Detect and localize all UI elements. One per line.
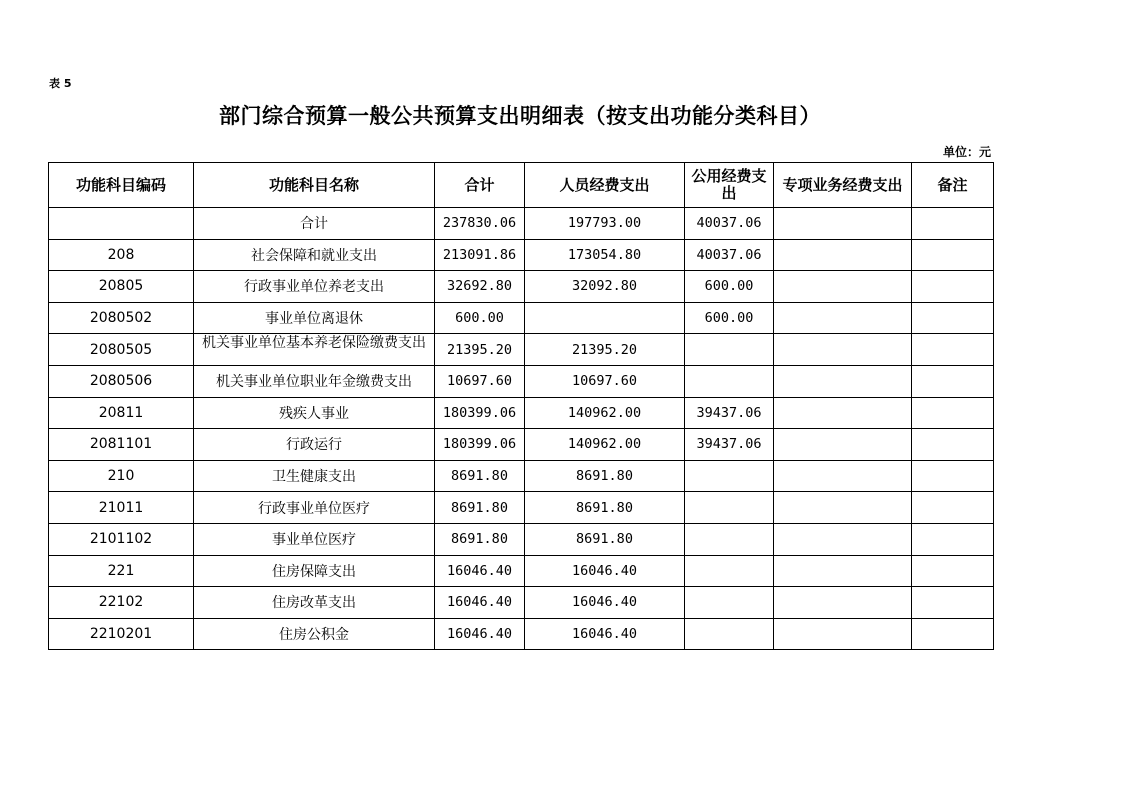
page-title: 部门综合预算一般公共预算支出明细表（按支出功能分类科目）	[219, 103, 821, 128]
cell-public	[685, 555, 774, 587]
cell-code: 20805	[49, 271, 194, 303]
cell-code	[49, 208, 194, 240]
cell-code: 2101102	[49, 523, 194, 555]
cell-name: 住房公积金	[194, 618, 435, 650]
cell-code: 22102	[49, 587, 194, 619]
table-header-row	[49, 163, 994, 208]
cell-name: 残疾人事业	[194, 397, 435, 429]
cell-total: 180399.06	[435, 397, 525, 429]
cell-note	[912, 334, 994, 366]
cell-note	[912, 492, 994, 524]
cell-note	[912, 302, 994, 334]
table-row	[49, 429, 994, 461]
table-row	[49, 365, 994, 397]
cell-name	[194, 334, 435, 366]
cell-personnel: 140962.00	[525, 397, 685, 429]
cell-personnel: 16046.40	[525, 587, 685, 619]
cell-total: 21395.20	[435, 334, 525, 366]
cell-public	[685, 587, 774, 619]
cell-public	[685, 523, 774, 555]
table-row	[49, 587, 994, 619]
cell-note	[912, 365, 994, 397]
table-row	[49, 618, 994, 650]
cell-public: 600.00	[685, 302, 774, 334]
cell-personnel: 197793.00	[525, 208, 685, 240]
column-header-public: 公用经费支出	[685, 163, 774, 208]
table-row	[49, 334, 994, 366]
table-row	[49, 555, 994, 587]
table-body	[49, 208, 994, 650]
cell-name-text: 机关事业单位基本养老保险缴费支出	[202, 335, 426, 352]
cell-personnel: 8691.80	[525, 523, 685, 555]
cell-public: 39437.06	[685, 429, 774, 461]
table-row	[49, 239, 994, 271]
cell-personnel: 16046.40	[525, 618, 685, 650]
cell-name: 合计	[194, 208, 435, 240]
cell-name: 行政事业单位医疗	[194, 492, 435, 524]
table-row	[49, 492, 994, 524]
cell-total: 16046.40	[435, 618, 525, 650]
column-header-personnel: 人员经费支出	[525, 163, 685, 208]
cell-name: 机关事业单位职业年金缴费支出	[194, 365, 435, 397]
cell-total: 16046.40	[435, 555, 525, 587]
cell-code: 2210201	[49, 618, 194, 650]
cell-note	[912, 429, 994, 461]
cell-public	[685, 618, 774, 650]
cell-personnel: 140962.00	[525, 429, 685, 461]
cell-code: 2080505	[49, 334, 194, 366]
cell-special	[774, 365, 912, 397]
table-row	[49, 397, 994, 429]
cell-note	[912, 239, 994, 271]
cell-public	[685, 492, 774, 524]
cell-total: 8691.80	[435, 492, 525, 524]
cell-personnel: 8691.80	[525, 460, 685, 492]
cell-total: 237830.06	[435, 208, 525, 240]
cell-code: 2081101	[49, 429, 194, 461]
cell-total: 600.00	[435, 302, 525, 334]
column-header-note: 备注	[912, 163, 994, 208]
cell-special	[774, 460, 912, 492]
cell-public	[685, 334, 774, 366]
cell-special	[774, 302, 912, 334]
cell-note	[912, 587, 994, 619]
cell-note	[912, 523, 994, 555]
cell-note	[912, 271, 994, 303]
cell-note	[912, 618, 994, 650]
unit-label: 单位：元	[942, 145, 991, 159]
cell-name: 事业单位离退休	[194, 302, 435, 334]
cell-total: 180399.06	[435, 429, 525, 461]
cell-note	[912, 397, 994, 429]
table-row	[49, 271, 994, 303]
cell-name: 卫生健康支出	[194, 460, 435, 492]
column-header-name: 功能科目名称	[194, 163, 435, 208]
cell-note	[912, 555, 994, 587]
cell-personnel	[525, 302, 685, 334]
cell-special	[774, 587, 912, 619]
cell-note	[912, 208, 994, 240]
cell-special	[774, 208, 912, 240]
cell-note	[912, 460, 994, 492]
cell-code: 2080506	[49, 365, 194, 397]
cell-public: 40037.06	[685, 208, 774, 240]
cell-public: 39437.06	[685, 397, 774, 429]
cell-special	[774, 334, 912, 366]
cell-public	[685, 460, 774, 492]
cell-personnel: 16046.40	[525, 555, 685, 587]
cell-name: 住房改革支出	[194, 587, 435, 619]
cell-code: 221	[49, 555, 194, 587]
cell-name: 行政事业单位养老支出	[194, 271, 435, 303]
cell-total: 8691.80	[435, 460, 525, 492]
cell-special	[774, 429, 912, 461]
cell-total: 8691.80	[435, 523, 525, 555]
column-header-special: 专项业务经费支出	[774, 163, 912, 208]
cell-public	[685, 365, 774, 397]
cell-personnel: 21395.20	[525, 334, 685, 366]
cell-name: 住房保障支出	[194, 555, 435, 587]
cell-code: 21011	[49, 492, 194, 524]
table-number-label: 表 5	[49, 77, 72, 90]
cell-public: 600.00	[685, 271, 774, 303]
cell-personnel: 32092.80	[525, 271, 685, 303]
cell-public: 40037.06	[685, 239, 774, 271]
cell-special	[774, 555, 912, 587]
cell-special	[774, 271, 912, 303]
cell-code: 208	[49, 239, 194, 271]
table-row	[49, 302, 994, 334]
cell-special	[774, 492, 912, 524]
cell-code: 210	[49, 460, 194, 492]
cell-name: 社会保障和就业支出	[194, 239, 435, 271]
cell-personnel: 10697.60	[525, 365, 685, 397]
cell-special	[774, 523, 912, 555]
cell-personnel: 173054.80	[525, 239, 685, 271]
cell-personnel: 8691.80	[525, 492, 685, 524]
cell-code: 20811	[49, 397, 194, 429]
cell-special	[774, 239, 912, 271]
column-header-total: 合计	[435, 163, 525, 208]
table-row	[49, 523, 994, 555]
cell-name: 行政运行	[194, 429, 435, 461]
table-row	[49, 208, 994, 240]
table-row	[49, 460, 994, 492]
cell-total: 213091.86	[435, 239, 525, 271]
cell-code: 2080502	[49, 302, 194, 334]
cell-total: 10697.60	[435, 365, 525, 397]
cell-special	[774, 618, 912, 650]
cell-special	[774, 397, 912, 429]
cell-total: 16046.40	[435, 587, 525, 619]
column-header-code: 功能科目编码	[49, 163, 194, 208]
budget-table	[48, 162, 994, 650]
cell-name: 事业单位医疗	[194, 523, 435, 555]
cell-total: 32692.80	[435, 271, 525, 303]
